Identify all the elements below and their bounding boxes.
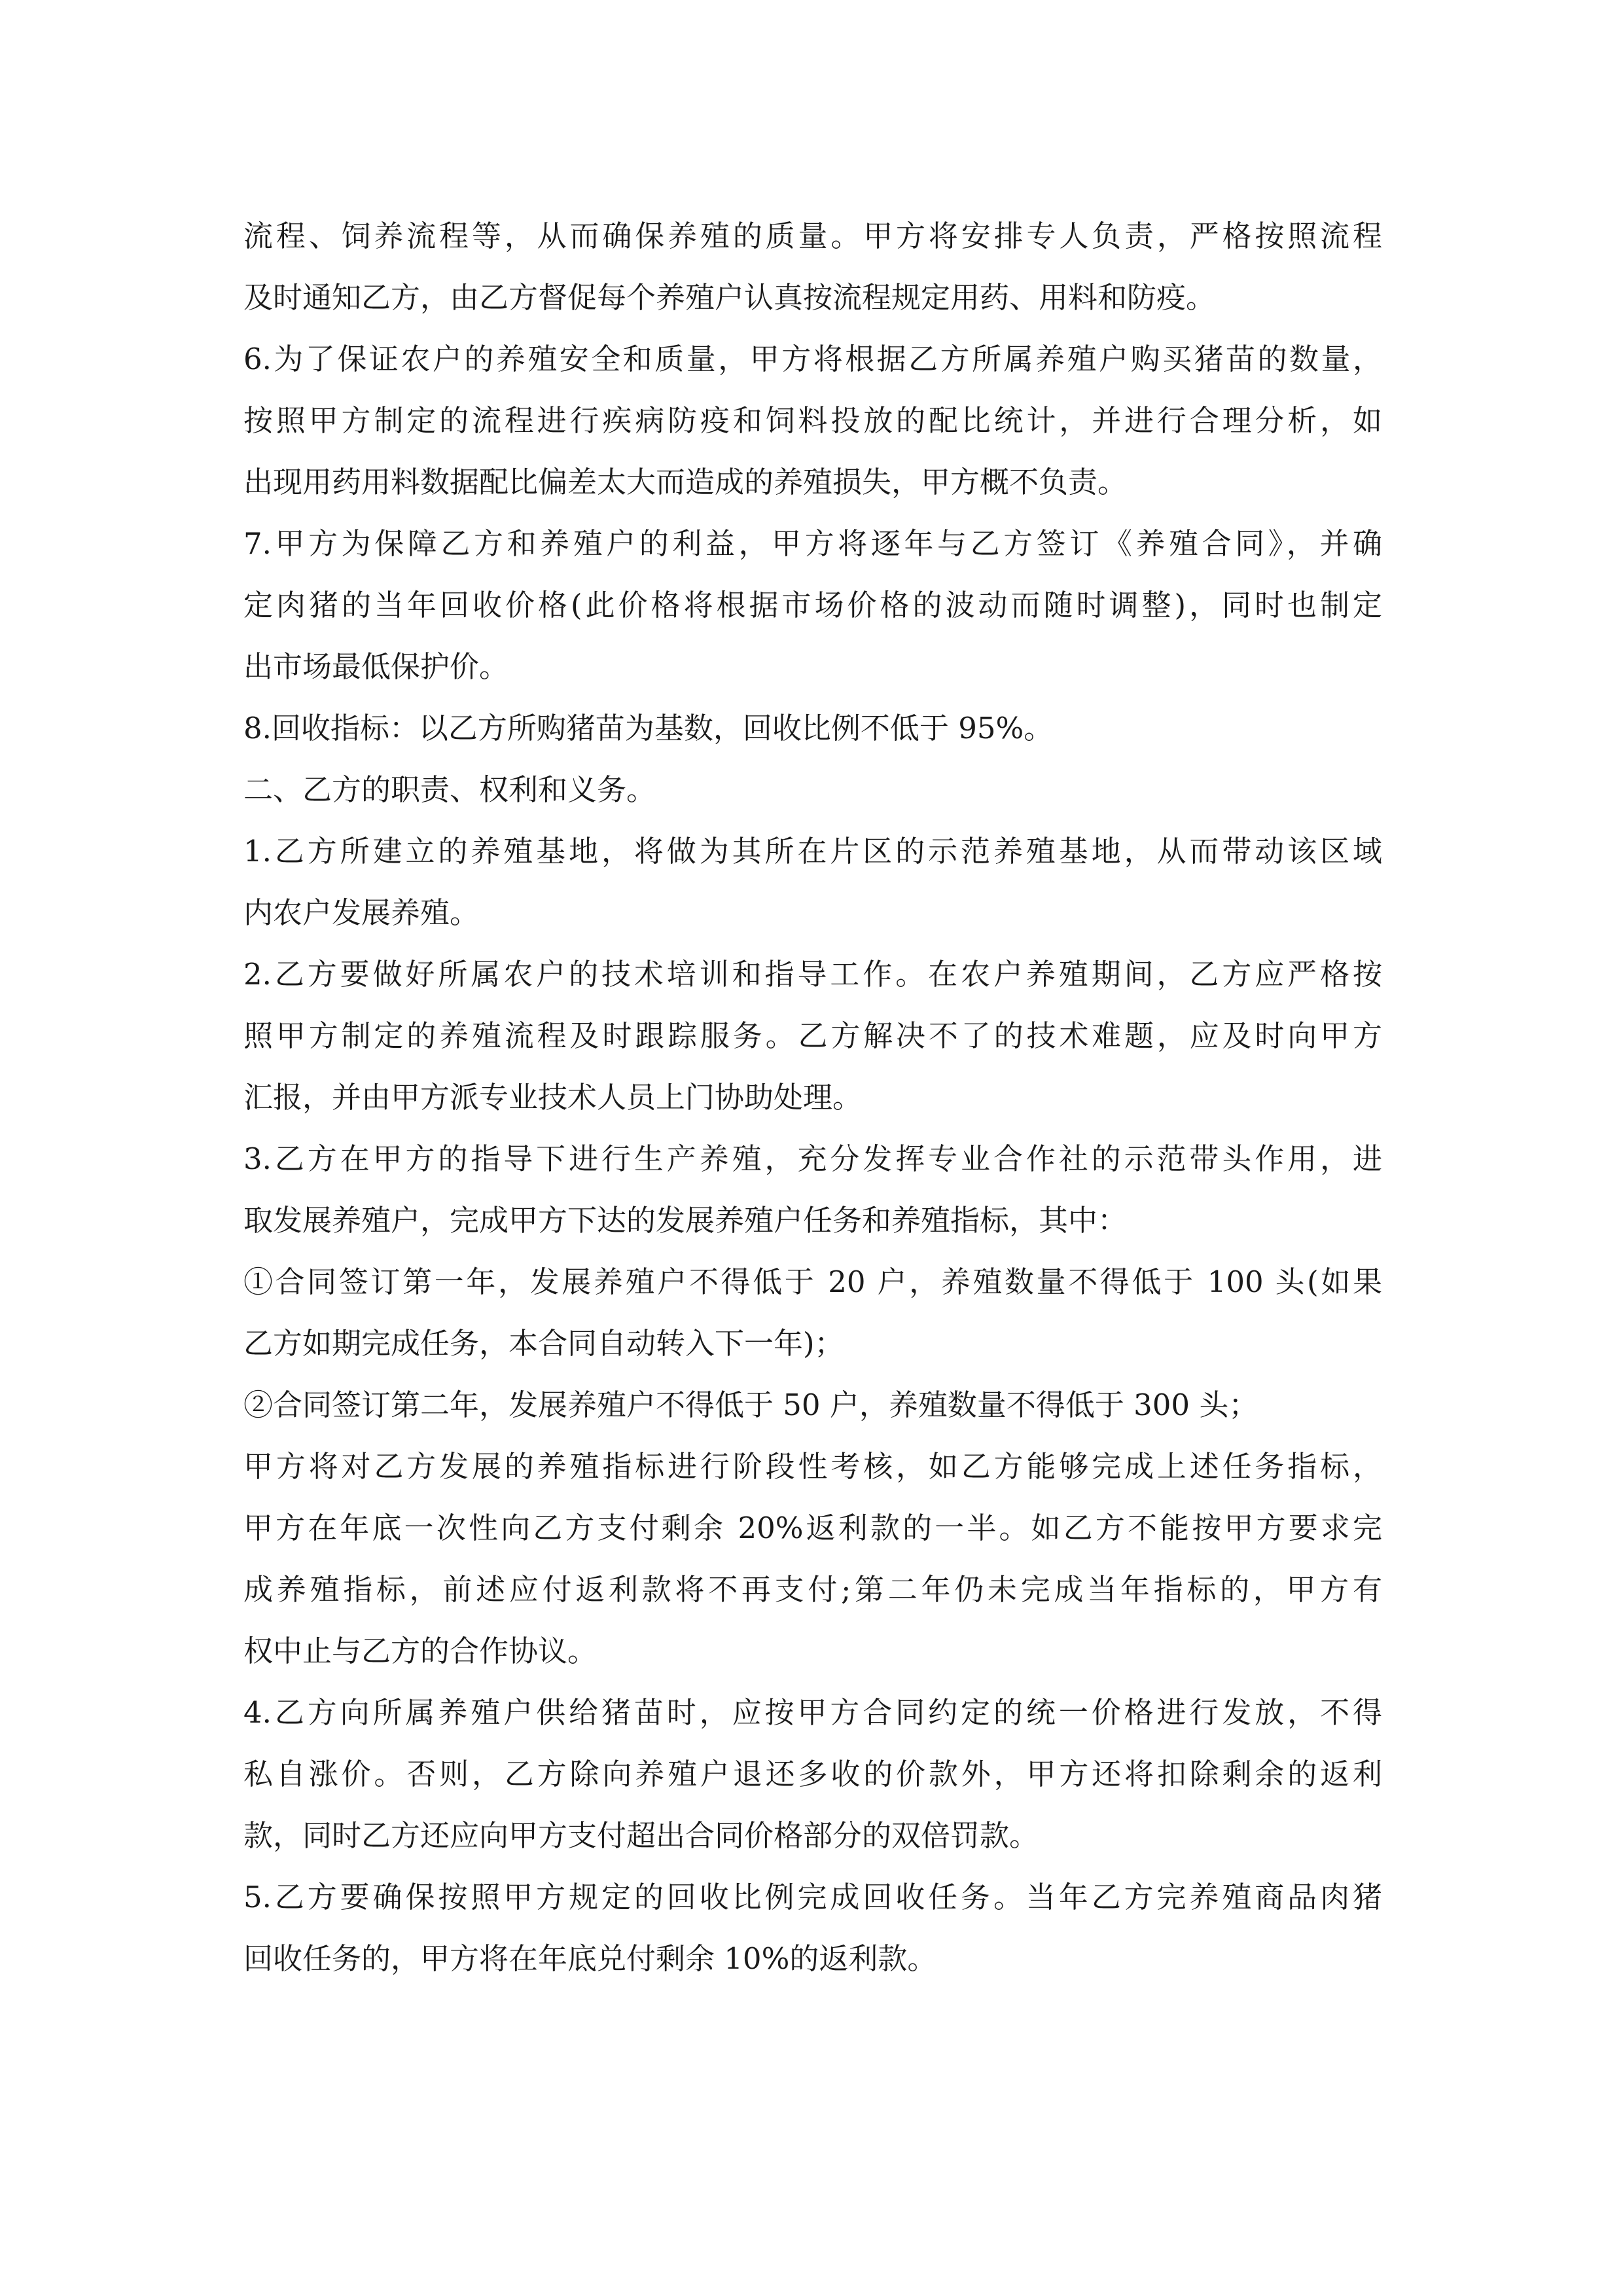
text-line: 成养殖指标，前述应付返利款将不再支付;第二年仍未完成当年指标的，甲方有: [243, 1572, 1382, 1607]
text-line: 汇报，并由甲方派专业技术人员上门协助处理。: [243, 1080, 863, 1115]
text-line: 出市场最低保护价。: [243, 649, 509, 684]
text-line: 出现用药用料数据配比偏差太大而造成的养殖损失，甲方概不负责。: [243, 465, 1128, 499]
text-line: 照甲方制定的养殖流程及时跟踪服务。乙方解决不了的技术难题，应及时向甲方: [243, 1018, 1382, 1053]
text-line: 1.乙方所建立的养殖基地，将做为其所在片区的示范养殖基地，从而带动该区域: [243, 834, 1382, 869]
text-line: 7.甲方为保障乙方和养殖户的利益，甲方将逐年与乙方签订《养殖合同》，并确: [243, 526, 1382, 561]
text-line: 5.乙方要确保按照甲方规定的回收比例完成回收任务。当年乙方完养殖商品肉猪: [243, 1880, 1382, 1914]
text-line: 按照甲方制定的流程进行疾病防疫和饲料投放的配比统计，并进行合理分析，如: [243, 403, 1382, 438]
text-line: ①合同签订第一年，发展养殖户不得低于 20 户，养殖数量不得低于 100 头(如果: [243, 1265, 1382, 1299]
text-line: 款，同时乙方还应向甲方支付超出合同价格部分的双倍罚款。: [243, 1818, 1039, 1853]
text-line: 回收任务的，甲方将在年底兑付剩余 10%的返利款。: [243, 1941, 937, 1976]
text-line: 及时通知乙方，由乙方督促每个养殖户认真按流程规定用药、用料和防疫。: [243, 280, 1216, 315]
text-line: 甲方在年底一次性向乙方支付剩余 20%返利款的一半。如乙方不能按甲方要求完: [243, 1511, 1382, 1545]
text-line: 内农户发展养殖。: [243, 895, 480, 930]
body-text: [243, 206, 1382, 1990]
section-heading: 二、乙方的职责、权利和义务。: [243, 772, 656, 807]
text-line: 乙方如期完成任务，本合同自动转入下一年)；: [243, 1326, 844, 1361]
text-line: 3.乙方在甲方的指导下进行生产养殖，充分发挥专业合作社的示范带头作用，进: [243, 1141, 1382, 1176]
text-line: 定肉猪的当年回收价格(此价格将根据市场价格的波动而随时调整)，同时也制定: [243, 588, 1382, 622]
text-line: 权中止与乙方的合作协议。: [243, 1634, 597, 1668]
text-line: 6.为了保证农户的养殖安全和质量，甲方将根据乙方所属养殖户购买猪苗的数量，: [243, 342, 1382, 376]
text-line: 取发展养殖户，完成甲方下达的发展养殖户任务和养殖指标，其中：: [243, 1203, 1128, 1238]
text-line: 2.乙方要做好所属农户的技术培训和指导工作。在农户养殖期间，乙方应严格按: [243, 957, 1382, 992]
text-line: 8.回收指标：以乙方所购猪苗为基数，回收比例不低于 95%。: [243, 711, 1054, 745]
text-line: 私自涨价。否则，乙方除向养殖户退还多收的价款外，甲方还将扣除剩余的返利: [243, 1757, 1382, 1791]
text-line: ②合同签订第二年，发展养殖户不得低于 50 户，养殖数量不得低于 300 头；: [243, 1388, 1258, 1422]
text-line: 4.乙方向所属养殖户供给猪苗时，应按甲方合同约定的统一价格进行发放，不得: [243, 1695, 1382, 1730]
text-line: 流程、饲养流程等，从而确保养殖的质量。甲方将安排专人负责，严格按照流程: [243, 219, 1382, 253]
text-line: 甲方将对乙方发展的养殖指标进行阶段性考核，如乙方能够完成上述任务指标，: [243, 1449, 1382, 1484]
